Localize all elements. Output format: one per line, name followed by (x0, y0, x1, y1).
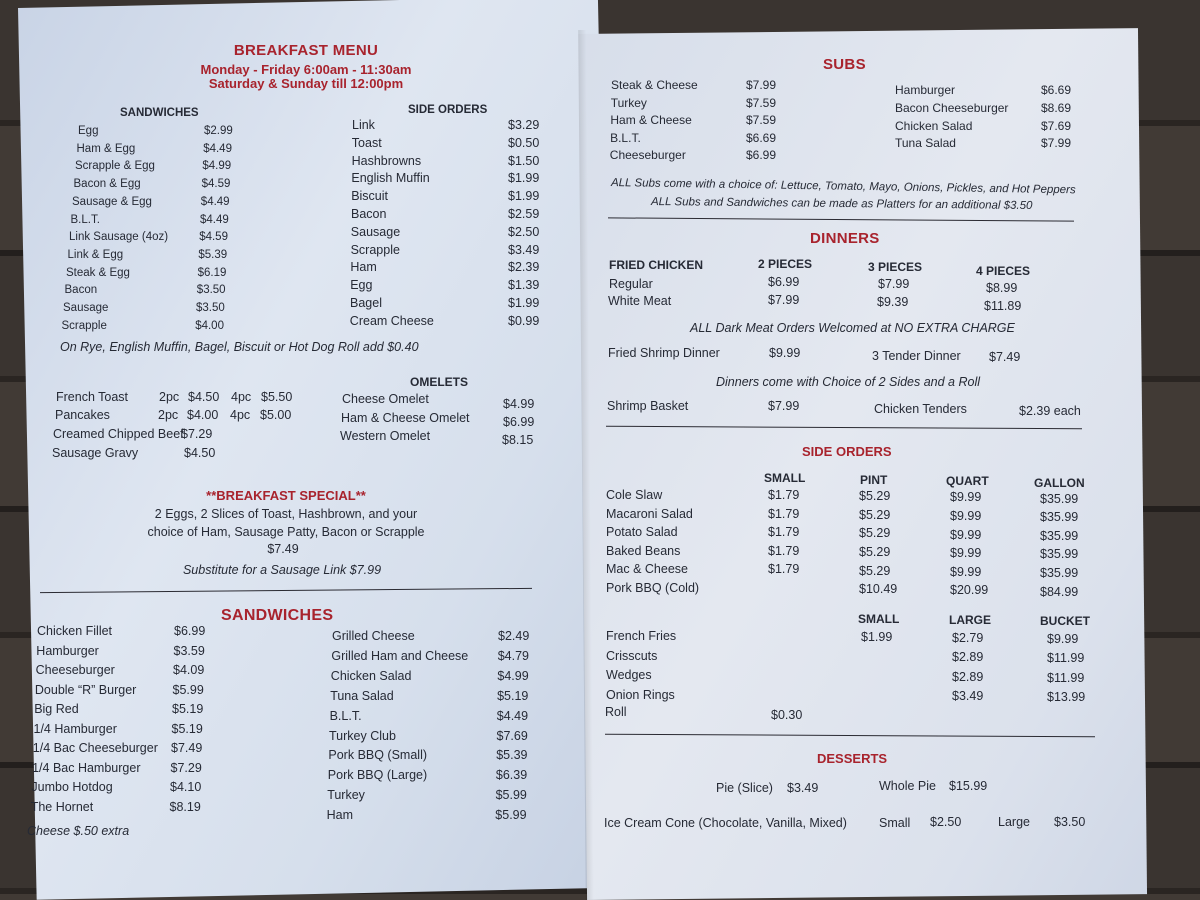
dark-meat-note: ALL Dark Meat Orders Welcomed at NO EXTRA CHARGE (690, 321, 1015, 335)
list-item: Link & Egg (67, 248, 124, 261)
list-item: Turkey (327, 788, 365, 803)
list-item: Crisscuts (606, 648, 658, 663)
list-item: $7.29 (181, 427, 213, 441)
list-item: B.L.T. (329, 708, 362, 723)
list-item: White Meat (608, 294, 672, 308)
list-item: $8.15 (502, 433, 534, 447)
list-item: $7.59 (746, 113, 777, 128)
list-item: $2.89 (952, 650, 984, 665)
list-item: Chicken Salad (895, 118, 973, 133)
list-item: $6.99 (503, 415, 535, 429)
list-item: Turkey (610, 95, 647, 110)
list-item: $5.29 (859, 526, 891, 541)
list-item: Ham (326, 808, 353, 823)
list-item: Potato Salad (606, 525, 678, 540)
list-item: Tuna Salad (895, 136, 956, 151)
list-item: $15.99 (949, 779, 988, 793)
list-item: $0.50 (508, 135, 540, 150)
list-item: $1.50 (508, 153, 540, 168)
column-header: SMALL (858, 612, 900, 626)
list-item: $5.29 (859, 489, 891, 504)
list-item: Scrapple (61, 319, 107, 332)
list-item: Large (998, 815, 1030, 829)
list-item: Sausage Gravy (52, 446, 139, 460)
list-item: $3.49 (787, 781, 819, 795)
list-item: Cole Slaw (606, 488, 663, 502)
list-item: Ham & Cheese (610, 113, 692, 128)
fried-chicken-label: FRIED CHICKEN (609, 258, 704, 272)
list-item: 3 Tender Dinner (872, 349, 961, 363)
list-item: $9.99 (950, 546, 982, 561)
list-item: $7.69 (496, 728, 528, 743)
list-item: $4.50 (184, 446, 216, 460)
list-item: $84.99 (1040, 584, 1079, 599)
list-item: $5.39 (496, 748, 528, 763)
list-item: $11.99 (1047, 651, 1085, 666)
list-item: $8.69 (1041, 100, 1072, 115)
list-item: $4.00 (187, 408, 219, 422)
list-item: $6.99 (174, 624, 206, 638)
list-item: $4.59 (199, 231, 228, 244)
list-item: Creamed Chipped Beef (53, 427, 184, 441)
breakfast-hours-weekday: Monday - Friday 6:00am - 11:30am (200, 62, 412, 77)
list-item: $10.49 (859, 582, 898, 597)
list-item: $7.99 (878, 277, 910, 291)
list-item: Sausage (63, 302, 109, 314)
list-item: $2.39 (508, 260, 540, 275)
list-item: $20.99 (950, 583, 989, 598)
column-header: LARGE (949, 613, 991, 627)
list-item: $35.99 (1040, 547, 1079, 562)
list-item: Big Red (34, 702, 79, 716)
list-item: Wedges (606, 668, 652, 682)
list-item: $3.50 (196, 302, 225, 314)
list-item: Shrimp Basket (607, 399, 689, 413)
list-item: Mac & Cheese (606, 562, 688, 577)
list-item: Baked Beans (606, 543, 681, 558)
list-item: Pork BBQ (Cold) (606, 581, 700, 595)
list-item: 4pc (231, 390, 252, 404)
list-item: $5.00 (260, 408, 292, 422)
list-item: Sausage (350, 224, 401, 239)
list-item: Roll (605, 705, 627, 719)
subs-note-platters: ALL Subs and Sandwiches can be made as Platters for an additional $3.50 (650, 196, 1033, 212)
list-item: 2pc (159, 390, 180, 404)
breakfast-special-substitute: Substitute for a Sausage Link $7.99 (182, 563, 382, 577)
list-item: Scrapple & Egg (75, 160, 155, 173)
list-item: $35.99 (1040, 528, 1079, 543)
list-item: $4.99 (503, 397, 535, 411)
list-item: Bacon & Egg (73, 178, 141, 191)
breakfast-special-price: $7.49 (267, 542, 299, 556)
list-item: $2.39 each (1019, 404, 1081, 418)
list-item: $6.69 (1041, 83, 1072, 97)
list-item: Tuna Salad (330, 688, 394, 703)
list-item: $1.79 (768, 488, 800, 502)
list-item: Chicken Tenders (874, 402, 967, 416)
list-item: Grilled Ham and Cheese (331, 648, 469, 663)
list-item: French Fries (606, 629, 677, 643)
list-item: $13.99 (1047, 690, 1086, 705)
list-item: Bacon Cheeseburger (895, 100, 1009, 115)
breakfast-menu-title: BREAKFAST MENU (233, 42, 379, 59)
list-item: 1/4 Bac Hamburger (32, 760, 141, 775)
list-item: Turkey Club (329, 728, 396, 743)
column-header: 3 PIECES (868, 260, 923, 274)
column-header: PINT (860, 472, 888, 487)
list-item: Western Omelet (340, 429, 431, 443)
column-header: SMALL (764, 471, 806, 485)
list-item: French Toast (56, 390, 129, 404)
list-item: Scrapple (350, 242, 400, 257)
list-item: $5.99 (495, 808, 527, 823)
list-item: $2.79 (952, 630, 984, 645)
list-item: $1.39 (508, 278, 540, 293)
list-item: $1.79 (768, 506, 800, 521)
list-item: $4.49 (200, 195, 230, 208)
list-item: Cheeseburger (609, 148, 686, 163)
list-item: Hashbrowns (351, 153, 422, 168)
list-item: 1/4 Bac Cheeseburger (32, 741, 158, 755)
column-header: QUART (946, 474, 989, 488)
list-item: $2.50 (930, 815, 962, 829)
list-item: Grilled Cheese (332, 629, 415, 643)
list-item: Link Sausage (4oz) (69, 231, 169, 244)
list-item: $6.99 (746, 148, 777, 163)
list-item: $8.19 (169, 799, 201, 814)
list-item: Pork BBQ (Small) (328, 748, 428, 763)
list-item: $4.09 (173, 663, 205, 677)
list-item: $9.99 (769, 346, 801, 360)
list-item: $11.89 (984, 299, 1022, 313)
list-item: $3.29 (508, 118, 540, 132)
list-item: Regular (609, 277, 653, 291)
list-item: B.L.T. (610, 130, 641, 145)
list-item: Sausage & Egg (72, 195, 152, 208)
list-item: Ice Cream Cone (Chocolate, Vanilla, Mixed) (604, 816, 847, 830)
list-item: $7.69 (1041, 118, 1072, 133)
sandwiches-heading: SANDWICHES (221, 607, 334, 624)
list-item: $3.49 (508, 242, 540, 257)
list-item: Macaroni Salad (606, 506, 693, 521)
list-item: $4.59 (201, 178, 231, 191)
list-item: B.L.T. (70, 213, 100, 226)
list-item: $4.49 (203, 142, 232, 155)
list-item: $5.29 (859, 545, 891, 559)
list-item: Small (879, 816, 911, 830)
list-item: Link (352, 118, 375, 132)
list-item: $7.29 (170, 760, 202, 775)
list-item: $7.49 (989, 350, 1021, 364)
list-item: 1/4 Hamburger (33, 721, 117, 736)
list-item: $6.99 (768, 275, 800, 289)
list-item: $4.50 (188, 390, 220, 404)
list-item: $9.99 (950, 527, 982, 542)
list-item: $3.49 (952, 689, 984, 704)
list-item: $1.99 (508, 296, 540, 310)
list-item: Steak & Egg (66, 266, 130, 279)
list-item: $5.19 (171, 721, 203, 736)
breakfast-side-orders-heading: SIDE ORDERS (408, 104, 488, 116)
list-item: $35.99 (1040, 491, 1079, 506)
list-item: $5.29 (859, 507, 891, 522)
column-header: BUCKET (1040, 614, 1090, 628)
list-item: Egg (78, 125, 99, 137)
breakfast-hours-weekend: Saturday & Sunday till 12:00pm (208, 76, 404, 91)
list-item: Pie (Slice) (716, 781, 773, 795)
list-item: Chicken Salad (330, 668, 412, 683)
list-item: Hamburger (895, 83, 956, 97)
list-item: Whole Pie (879, 779, 936, 793)
list-item: The Hornet (30, 799, 94, 814)
list-item: Cheeseburger (35, 663, 115, 677)
column-header: GALLON (1034, 475, 1085, 490)
column-header: 4 PIECES (976, 264, 1031, 278)
list-item: $7.49 (171, 741, 203, 755)
list-item: $2.50 (508, 224, 540, 239)
list-item: Onion Rings (606, 687, 675, 702)
dinners-heading: DINNERS (810, 230, 880, 247)
list-item: $7.99 (1041, 136, 1072, 151)
list-item: $1.99 (508, 189, 540, 204)
list-item: Steak & Cheese (611, 78, 698, 92)
list-item: Toast (351, 135, 382, 150)
list-item: Fried Shrimp Dinner (608, 346, 720, 360)
list-item: Chicken Fillet (37, 624, 113, 638)
list-item: $1.99 (508, 171, 540, 186)
list-item: $7.59 (746, 95, 777, 110)
cheese-note: Cheese $.50 extra (27, 824, 130, 838)
list-item: Ham (350, 260, 377, 275)
list-item: $4.49 (496, 708, 529, 723)
list-item: Bacon (64, 284, 98, 297)
list-item: $3.50 (1054, 815, 1086, 829)
list-item: $2.99 (204, 125, 233, 137)
list-item: $4.79 (497, 648, 529, 663)
bread-note: On Rye, English Muffin, Bagel, Biscuit or Hot Dog Roll add $0.40 (60, 340, 419, 354)
list-item: English Muffin (351, 171, 430, 186)
list-item: $6.39 (495, 768, 528, 783)
list-item: $1.99 (861, 630, 893, 644)
list-item: $1.79 (768, 525, 800, 540)
list-item: $2.89 (952, 669, 984, 684)
list-item: $5.29 (859, 563, 891, 578)
list-item: Ham & Cheese Omelet (341, 411, 470, 425)
list-item: Bagel (350, 296, 382, 310)
omelets-heading: OMELETS (410, 375, 469, 389)
list-item: $11.99 (1047, 670, 1085, 685)
list-item: Ham & Egg (76, 142, 136, 155)
list-item: $9.39 (877, 295, 909, 309)
list-item: $2.49 (498, 629, 530, 643)
list-item: $5.50 (261, 390, 293, 404)
list-item: $2.59 (508, 207, 540, 221)
list-item: Bacon (351, 207, 387, 221)
list-item: $3.50 (196, 284, 226, 297)
list-item: $35.99 (1040, 566, 1079, 580)
breakfast-special-line2: choice of Ham, Sausage Patty, Bacon or Scrapple (147, 525, 425, 539)
list-item: Pork BBQ (Large) (327, 768, 428, 783)
list-item: 4pc (230, 408, 251, 422)
list-item: $5.39 (198, 248, 228, 261)
list-item: $9.99 (950, 490, 982, 505)
list-item: $0.30 (771, 708, 803, 722)
list-item: $5.99 (172, 682, 204, 697)
breakfast-sandwiches-heading: SANDWICHES (120, 107, 199, 119)
list-item: $4.99 (202, 160, 232, 173)
list-item: 2pc (158, 408, 179, 422)
subs-heading: SUBS (823, 56, 866, 73)
list-item: $7.99 (768, 293, 800, 307)
list-item: Cheese Omelet (342, 392, 429, 406)
list-item: $35.99 (1040, 510, 1079, 525)
list-item: $7.99 (746, 78, 777, 92)
list-item: $6.69 (746, 130, 777, 145)
list-item: Pancakes (55, 408, 110, 422)
subs-note-toppings: ALL Subs come with a choice of: Lettuce, Tomato, Mayo, Onions, Pickles, and Hot Peppers (610, 177, 1076, 197)
list-item: $5.99 (495, 788, 527, 803)
list-item: Hamburger (36, 643, 99, 658)
desserts-heading: DESSERTS (817, 751, 888, 766)
list-item: Jumbo Hotdog (31, 780, 113, 794)
column-header: 2 PIECES (758, 257, 813, 271)
list-item: $9.99 (950, 509, 982, 523)
list-item: $4.99 (497, 668, 529, 683)
list-item: Cream Cheese (349, 313, 434, 328)
list-item: $5.19 (172, 702, 204, 716)
list-item: $5.19 (497, 688, 529, 703)
list-item: $0.99 (508, 313, 540, 328)
list-item: $4.00 (195, 319, 224, 332)
list-item: $6.19 (197, 266, 227, 279)
list-item: $8.99 (986, 281, 1018, 295)
list-item: $9.99 (950, 564, 982, 579)
list-item: $3.59 (173, 643, 205, 658)
list-item: $4.10 (170, 780, 202, 794)
list-item: $9.99 (1047, 631, 1079, 646)
side-orders-heading: SIDE ORDERS (802, 444, 892, 459)
list-item: $1.79 (768, 543, 800, 558)
dinners-sides-note: Dinners come with Choice of 2 Sides and a Roll (716, 375, 981, 389)
list-item: $7.99 (768, 399, 800, 413)
breakfast-special-line1: 2 Eggs, 2 Slices of Toast, Hashbrown, and your (154, 507, 418, 521)
list-item: Biscuit (351, 189, 389, 204)
list-item: $4.49 (200, 213, 229, 226)
list-item: $1.79 (768, 562, 800, 577)
list-item: Egg (350, 278, 373, 293)
list-item: Double “R” Burger (34, 682, 137, 697)
breakfast-special-heading: **BREAKFAST SPECIAL** (206, 488, 366, 503)
